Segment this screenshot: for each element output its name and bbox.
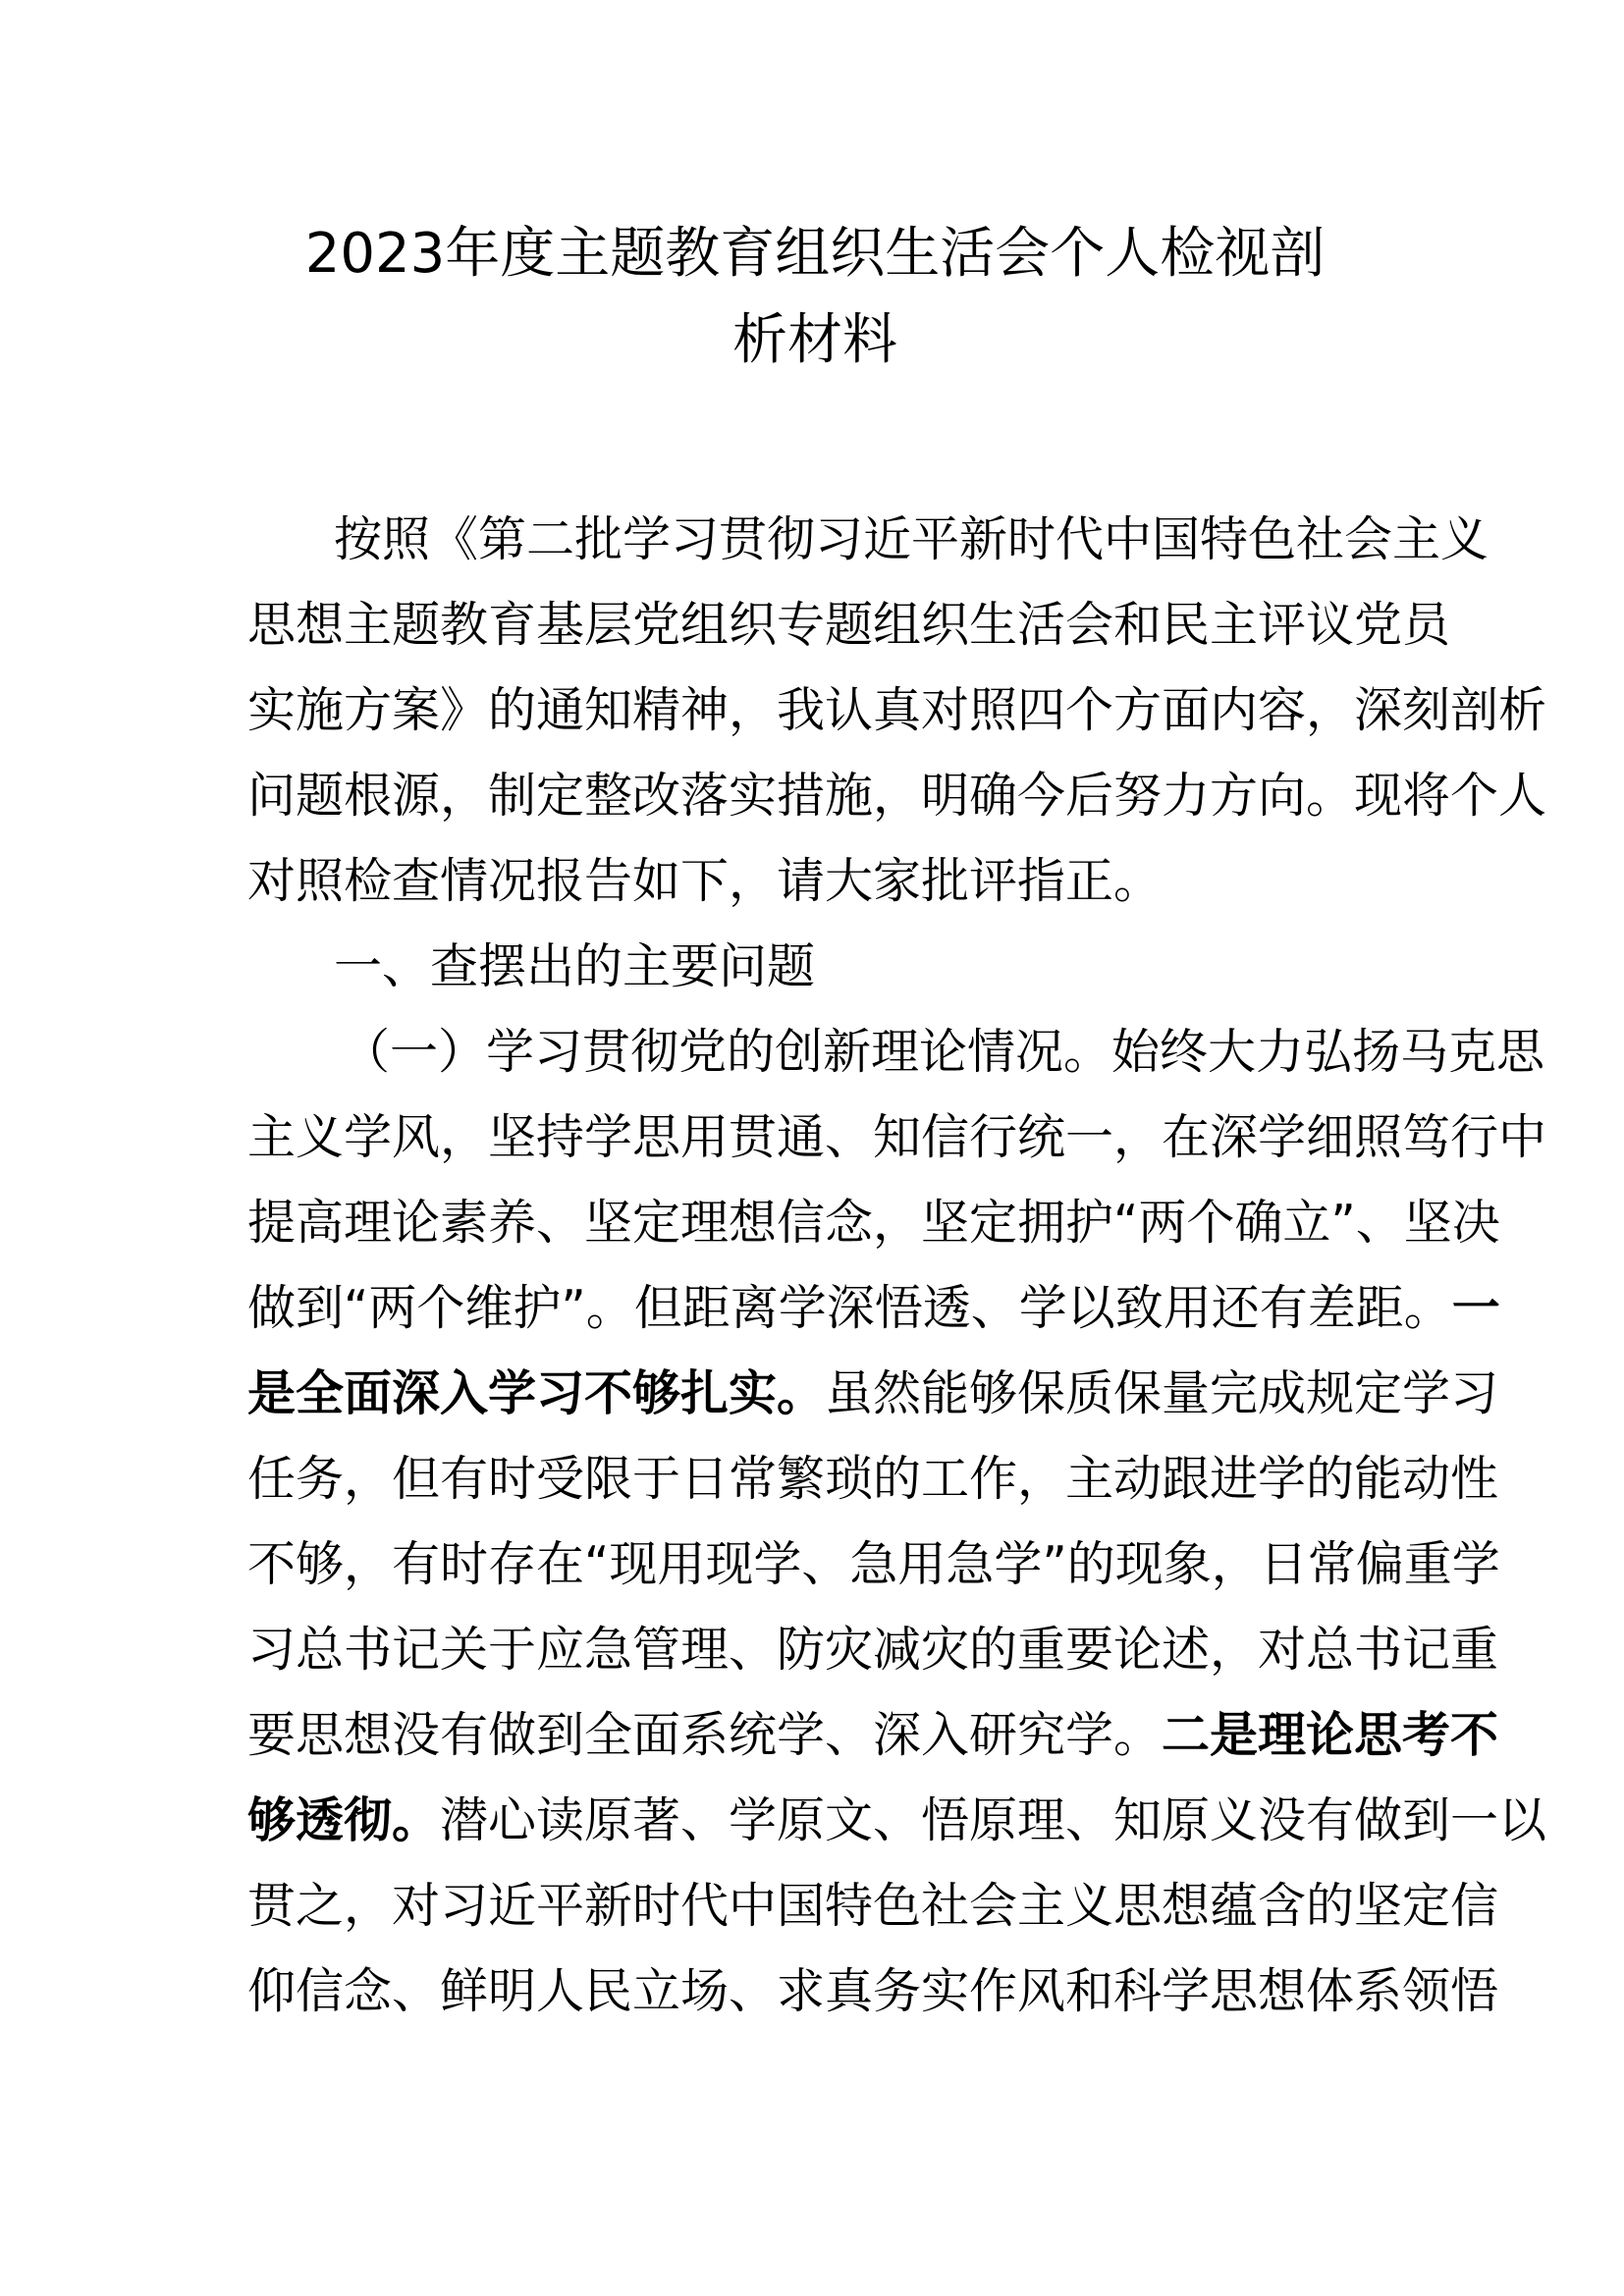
line-text: 要思想没有做到全面系统学、深入研究学。 [247,1707,1163,1763]
paragraph-line [247,1522,1500,1607]
paragraph-line [247,1778,1547,1863]
section-heading [247,924,1386,1009]
line-text: 贯之，对习近平新时代中国特色社会主义思想蕴含的坚定信 [247,1878,1499,1934]
paragraph-line [247,1863,1499,1949]
bold-point-label: 够透彻。 [247,1792,441,1848]
paragraph-line [247,1095,1547,1180]
document-body [247,497,1547,2034]
line-text: （一）学习贯彻党的创新理论情况。始终大力弘扬马克思 [342,1024,1545,1080]
line-text: 任务，但有时受限于日常繁琐的工作，主动跟进学的能动性 [247,1451,1499,1507]
intro-paragraph [247,497,1547,924]
paragraph-line: 对照检查情况报告如下，请大家批评指正。 [247,853,1163,909]
section-paragraph [247,1009,1547,2034]
paragraph-line [247,1949,1499,2034]
line-text: 虽然能够保质保量完成规定学习 [825,1365,1499,1421]
bold-point-label: 二是理论思考不 [1162,1707,1499,1763]
title-line-1: 2023年度主题教育组织生活会个人检视剖 [304,222,1326,286]
line-text: 仰信念、鲜明人民立场、求真务实作风和科学思想体系领悟 [247,1963,1499,2019]
title-line-2: 析材料 [732,308,897,372]
paragraph-line: 思想主题教育基层党组织专题组织生活会和民主评议党员 [247,597,1451,653]
paragraph-line [247,1265,1500,1351]
bold-point-label: 是全面深入学习不够扎实。 [247,1365,826,1421]
paragraph-line [247,1009,1545,1095]
paragraph-line: 按照《第二批学习贯彻习近平新时代中国特色社会主义 [334,511,1489,567]
paragraph-line [247,1607,1499,1692]
line-text: 主义学风，坚持学思用贯通、知信行统一，在深学细照笃行中 [247,1109,1547,1165]
paragraph-line [247,1180,1500,1265]
line-text: 潜心读原著、学原文、悟原理、知原义没有做到一以 [440,1792,1547,1848]
heading-line: 一、查摆出的主要问题 [334,938,816,994]
document-title [236,211,1394,384]
line-text: 不够，有时存在“现用现学、急用急学”的现象，日常偏重学 [247,1536,1500,1592]
paragraph-line [247,1692,1499,1778]
paragraph-line [247,1351,1499,1436]
bold-point-label: 一 [1451,1280,1500,1336]
line-text: 提高理论素养、坚定理想信念，坚定拥护“两个确立”、坚决 [247,1195,1500,1251]
line-text: 习总书记关于应急管理、防灾减灾的重要论述，对总书记重 [247,1622,1499,1678]
line-text: 做到“两个维护”。但距离学深悟透、学以致用还有差距。 [247,1280,1452,1336]
paragraph-line [247,1436,1499,1522]
paragraph-line: 实施方案》的通知精神，我认真对照四个方面内容，深刻剖析 [247,682,1547,738]
paragraph-line: 问题根源，制定整改落实措施，明确今后努力方向。现将个人 [247,768,1547,824]
